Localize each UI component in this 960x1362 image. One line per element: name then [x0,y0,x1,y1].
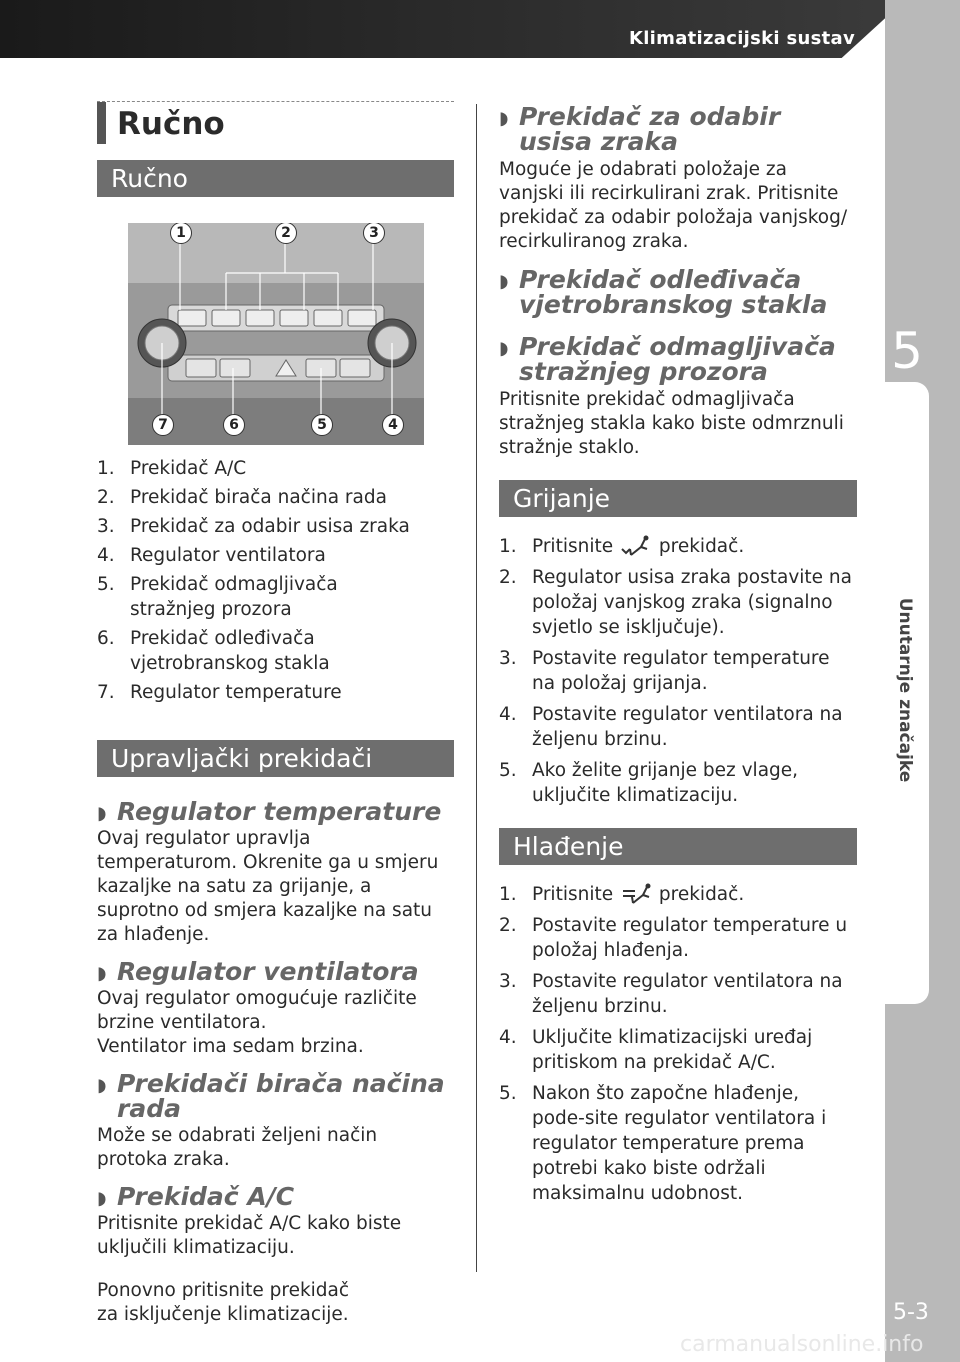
callout-2: 2 [275,223,297,244]
subheading-intake: ◗ Prekidač za odabir usisa zraka [499,102,781,156]
cooling-step: 1. Pritisnite prekidač. [499,884,745,905]
heating-step: 1. Pritisnite prekidač. [499,536,745,557]
heating-step: 3. Postavite regulator temperature na položaj grijanja. [499,648,830,694]
main-heading [97,101,454,146]
figure-legend [97,456,454,705]
face-vent-mode-icon [619,883,653,905]
triangle-marker-icon: ◗ [499,338,509,359]
cooling-step: 2. Postavite regulator temperature u položaj hlađenja. [499,915,848,961]
subheading-fan: ◗ Regulator ventilatora [97,957,419,986]
paragraph-rear-defogger: Pritisnite prekidač odmagljivača stražnjeg stakla kako biste odmrznuli stražnje staklo. [499,389,844,458]
paragraph-ac-1: Pritisnite prekidač A/C kako biste uključili klimatizaciju. [97,1213,402,1258]
triangle-marker-icon: ◗ [97,803,107,824]
control-panel-illustration [128,223,424,445]
legend-item: 7. Regulator temperature [97,682,342,703]
subheading-defrost: ◗ Prekidač odleđivača vjetrobranskog stakla [499,265,828,319]
paragraph-ac-2: Ponovno pritisnite prekidač za isključenje klimatizacije. [97,1280,350,1325]
watermark: carmanualsonline.info [680,1332,924,1357]
heating-step: 2. Regulator usisa zraka postavite na položaj vanjskog zraka (signalno svjetlo se isključuje). [499,567,852,638]
cooling-step: 5. Nakon što započne hlađenje, pode-site regulator ventilatora i regulator temperature prema potrebi kako biste održali maksimalnu udobnost. [499,1083,827,1204]
chapter-number: 5 [891,322,923,380]
section-title-cooling: Hlađenje [499,828,857,865]
cooling-step: 4. Uključite klimatizacijski uređaj pritiskom na prekidač A/C. [499,1027,813,1073]
triangle-marker-icon: ◗ [499,271,509,292]
chapter-title: Unutarnje značajke [895,597,915,783]
subheading-rear-defogger: ◗ Prekidač odmagljivača stražnjeg prozora [499,332,836,386]
callout-1: 1 [170,223,192,244]
callout-5: 5 [311,414,333,436]
callout-4: 4 [382,414,404,436]
triangle-marker-icon: ◗ [97,1075,107,1096]
section-title-manual: Ručno [97,160,454,197]
legend-item: 5. Prekidač odmagljivača stražnjeg prozora [97,574,338,620]
legend-item: 1. Prekidač A/C [97,458,247,479]
legend-item: 4. Regulator ventilatora [97,545,326,566]
paragraph-fan-1: Ovaj regulator omogućuje različite brzine ventilatora. [97,988,417,1033]
triangle-marker-icon: ◗ [97,963,107,984]
paragraph-temperature: Ovaj regulator upravlja temperaturom. Okrenite ga u smjeru kazaljke na satu za grijanje, a suprotno od smjera kazaljke na satu za hlađenje. [97,828,439,945]
right-column [499,100,857,1206]
heating-steps [499,534,857,808]
main-heading-text: Ručno [117,106,225,142]
triangle-marker-icon: ◗ [499,108,509,129]
legend-item: 3. Prekidač za odabir usisa zraka [97,516,410,537]
callout-3: 3 [363,223,385,244]
subheading-temperature: ◗ Regulator temperature [97,797,442,826]
column-divider [476,104,477,1272]
cooling-steps [499,882,857,1206]
subheading-mode: ◗ Prekidači birača načina rada [97,1069,445,1123]
left-column [97,100,454,1327]
callout-7: 7 [152,414,174,436]
paragraph-mode: Može se odabrati željeni način protoka zraka. [97,1125,378,1170]
triangle-marker-icon: ◗ [97,1188,107,1209]
heating-step: 5. Ako želite grijanje bez vlage, uključite klimatizaciju. [499,760,799,806]
control-panel-figure [128,223,424,445]
callout-6: 6 [223,414,245,436]
subheading-ac: ◗ Prekidač A/C [97,1182,295,1211]
section-title-heating: Grijanje [499,480,857,517]
paragraph-fan-2: Ventilator ima sedam brzina. [97,1036,364,1057]
legend-item: 2. Prekidač birača načina rada [97,487,387,508]
section-title-controls: Upravljački prekidači [97,740,454,777]
legend-item: 6. Prekidač odleđivača vjetrobranskog stakla [97,628,330,674]
heating-step: 4. Postavite regulator ventilatora na željenu brzinu. [499,704,843,750]
cooling-step: 3. Postavite regulator ventilatora na željenu brzinu. [499,971,843,1017]
heading-accent-bar [97,102,106,144]
paragraph-intake: Moguće je odabrati položaje za vanjski ili recirkulirani zrak. Pritisnite prekidač za odabir položaja vanjskog/ recirkuliranog zraka. [499,159,848,252]
page-number: 5-3 [893,1300,929,1325]
header-title: Klimatizacijski sustav [628,28,855,49]
floor-heat-mode-icon [619,535,653,557]
